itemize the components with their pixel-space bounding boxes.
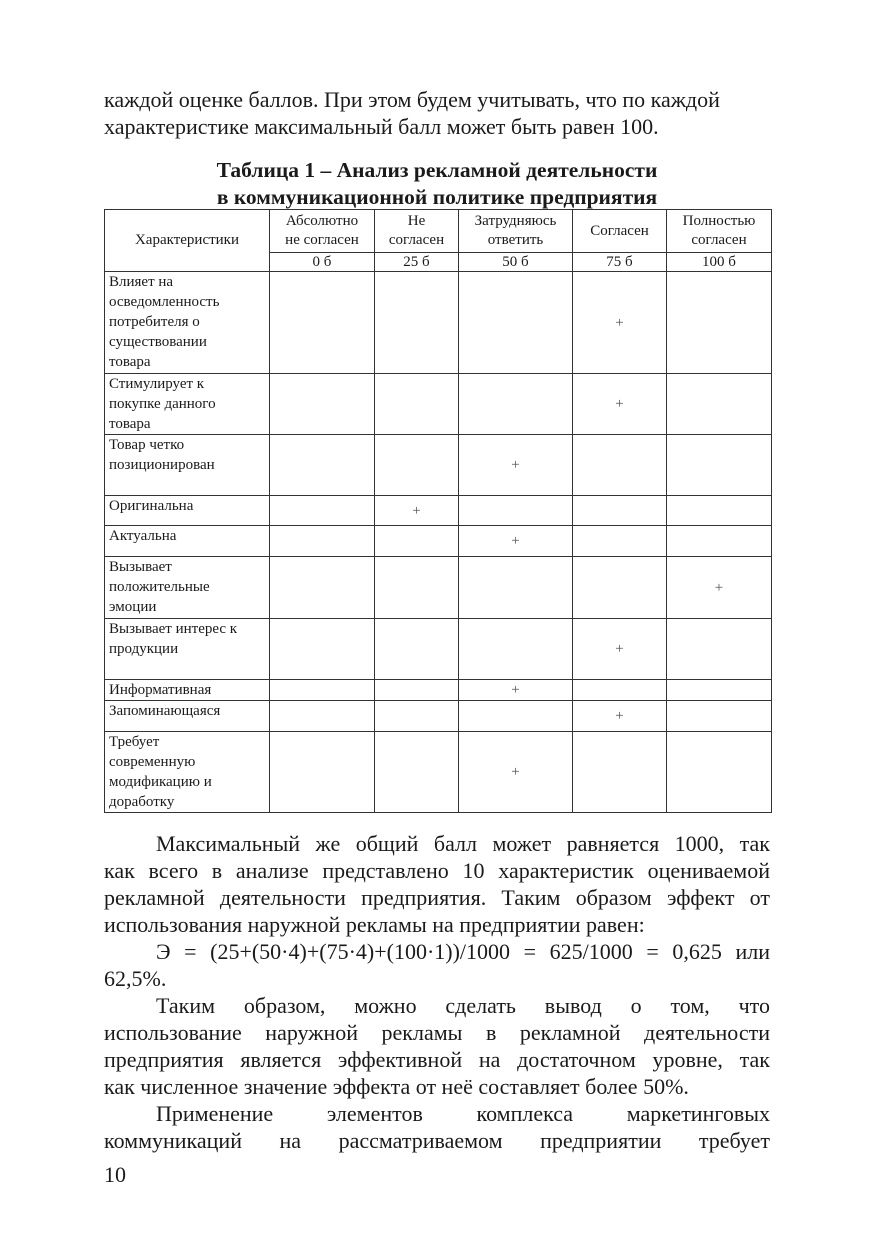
- header-col-0: [270, 210, 375, 253]
- mark-cell: [375, 732, 459, 813]
- body-line-11: Применение элементов комплекса маркетинговых: [156, 1101, 770, 1126]
- mark-cell: [459, 557, 573, 619]
- characteristic-line: современную: [109, 754, 196, 770]
- characteristic-line: Стимулирует к: [109, 376, 205, 392]
- characteristic-cell: [105, 619, 270, 680]
- characteristic-line: Вызывает интерес к: [109, 621, 238, 637]
- body-line-3: рекламной деятельности предприятия. Таким образом эффект от: [104, 885, 770, 910]
- mark-cell: [270, 557, 375, 619]
- mark-cell: [459, 732, 573, 813]
- body-line-9: предприятия является эффективной на достаточном уровне, так: [104, 1047, 770, 1072]
- mark-cell: [459, 435, 573, 496]
- characteristic-cell: [105, 526, 270, 557]
- characteristic-line: Вызывает: [109, 559, 172, 575]
- score-col-1: 25 б: [375, 253, 459, 272]
- characteristic-line: Информативная: [109, 682, 212, 698]
- characteristic-line: Товар четко: [109, 437, 185, 453]
- mark-cell: [270, 526, 375, 557]
- table-row: [105, 732, 772, 813]
- characteristic-line: позиционирован: [109, 457, 215, 473]
- body-line-4: использования наружной рекламы на предприятии равен:: [104, 912, 645, 937]
- table-caption-line-2: в коммуникационной политике предприятия: [216, 185, 658, 209]
- body-line-12: коммуникаций на рассматриваемом предприятии требует: [104, 1128, 770, 1153]
- formula-line: Э = (25+(50·4)+(75·4)+(100·1))/1000 = 625/1000 = 0,625 или: [156, 939, 770, 964]
- score-col-4: 100 б: [667, 253, 772, 272]
- characteristic-line: Актуальна: [109, 528, 177, 544]
- table-row: [105, 619, 772, 680]
- characteristic-cell: [105, 435, 270, 496]
- header-col-0-line-2: не согласен: [285, 232, 359, 248]
- characteristic-line: эмоции: [109, 599, 157, 615]
- characteristic-line: покупке данного: [109, 396, 216, 412]
- mark-cell: [459, 680, 573, 701]
- mark-cell: [667, 374, 772, 435]
- table-row: [105, 496, 772, 526]
- plus-mark: +: [615, 396, 624, 412]
- characteristic-cell: [105, 374, 270, 435]
- mark-cell: [667, 732, 772, 813]
- body-line-7: Таким образом, можно сделать вывод о том, что: [156, 993, 770, 1018]
- characteristic-line: существовании: [109, 334, 207, 350]
- characteristic-cell: [105, 680, 270, 701]
- mark-cell: [459, 496, 573, 526]
- table-row: [105, 557, 772, 619]
- mark-cell: [667, 272, 772, 374]
- body-line-8: использование наружной рекламы в рекламной деятельности: [104, 1020, 770, 1045]
- table-row: [105, 701, 772, 732]
- characteristic-line: Требует: [109, 734, 160, 750]
- characteristic-line: осведомленность: [109, 294, 220, 310]
- intro-line-1: каждой оценке баллов. При этом будем учитывать, что по каждой: [104, 87, 720, 112]
- characteristic-cell: [105, 732, 270, 813]
- mark-cell: [270, 619, 375, 680]
- header-col-4: [667, 210, 772, 253]
- table-caption-line-1: Таблица 1 – Анализ рекламной деятельности: [216, 158, 658, 182]
- plus-mark: +: [511, 533, 520, 549]
- mark-cell: [667, 557, 772, 619]
- characteristic-cell: [105, 701, 270, 732]
- mark-cell: [270, 272, 375, 374]
- table-row: [105, 526, 772, 557]
- mark-cell: [459, 374, 573, 435]
- formula-result: 62,5%.: [104, 966, 167, 991]
- body-line-2: как всего в анализе представлено 10 характеристик оцениваемой: [104, 858, 770, 883]
- score-col-3: 75 б: [573, 253, 667, 272]
- mark-cell: [573, 496, 667, 526]
- plus-mark: +: [511, 682, 520, 698]
- characteristic-line: Запоминающаяся: [109, 703, 221, 719]
- mark-cell: [375, 435, 459, 496]
- mark-cell: [459, 701, 573, 732]
- mark-cell: [459, 526, 573, 557]
- body-line-1: Максимальный же общий балл может равняется 1000, так: [156, 831, 770, 856]
- characteristic-line: модификацию и: [109, 774, 212, 790]
- mark-cell: [573, 557, 667, 619]
- mark-cell: [667, 619, 772, 680]
- mark-cell: [667, 701, 772, 732]
- mark-cell: [573, 526, 667, 557]
- characteristic-line: Оригинальна: [109, 498, 194, 514]
- plus-mark: +: [615, 641, 624, 657]
- mark-cell: [375, 557, 459, 619]
- page-number: 10: [104, 1162, 126, 1187]
- header-col-1: [375, 210, 459, 253]
- plus-mark: +: [615, 314, 624, 331]
- header-col-4-line-1: Полностью: [682, 213, 756, 229]
- plus-mark: +: [615, 708, 624, 724]
- mark-cell: [375, 619, 459, 680]
- header-col-3: Согласен: [573, 210, 667, 253]
- mark-cell: [667, 526, 772, 557]
- characteristic-line: товара: [109, 416, 151, 432]
- table-row: [105, 272, 772, 374]
- characteristic-cell: [105, 496, 270, 526]
- mark-cell: [459, 272, 573, 374]
- characteristic-line: продукции: [109, 641, 179, 657]
- header-col-1-line-1: Не: [407, 213, 426, 229]
- mark-cell: [375, 680, 459, 701]
- header-col-2-line-1: Затрудняюсь: [474, 213, 557, 229]
- score-col-2: 50 б: [459, 253, 573, 272]
- mark-cell: [375, 701, 459, 732]
- characteristic-line: Влияет на: [109, 274, 174, 290]
- mark-cell: [573, 732, 667, 813]
- plus-mark: +: [511, 457, 520, 473]
- mark-cell: [573, 272, 667, 374]
- mark-cell: [573, 701, 667, 732]
- mark-cell: [375, 272, 459, 374]
- header-col-4-line-2: согласен: [691, 232, 747, 248]
- table-row: [105, 435, 772, 496]
- body-line-10: как численное значение эффекта от неё составляет более 50%.: [104, 1074, 689, 1099]
- characteristic-line: доработку: [109, 794, 175, 810]
- mark-cell: [270, 496, 375, 526]
- plus-mark: +: [511, 764, 520, 780]
- characteristic-cell: [105, 272, 270, 374]
- mark-cell: [459, 619, 573, 680]
- mark-cell: [667, 435, 772, 496]
- header-characteristics: Характеристики: [105, 210, 270, 272]
- header-col-1-line-2: согласен: [388, 232, 445, 248]
- mark-cell: [270, 374, 375, 435]
- score-col-0: 0 б: [270, 253, 375, 272]
- plus-mark: +: [412, 502, 421, 519]
- advertising-analysis-table: [104, 209, 772, 813]
- characteristic-line: положительные: [109, 579, 210, 595]
- mark-cell: [573, 619, 667, 680]
- table-row: [105, 680, 772, 701]
- mark-cell: [270, 435, 375, 496]
- header-col-0-line-1: Абсолютно: [285, 213, 359, 229]
- mark-cell: [375, 496, 459, 526]
- plus-mark: +: [714, 579, 724, 596]
- mark-cell: [667, 680, 772, 701]
- mark-cell: [270, 680, 375, 701]
- table-row: [105, 374, 772, 435]
- characteristic-cell: [105, 557, 270, 619]
- characteristic-line: потребителя о: [109, 314, 200, 330]
- mark-cell: [667, 496, 772, 526]
- mark-cell: [573, 680, 667, 701]
- mark-cell: [573, 435, 667, 496]
- intro-line-2: характеристике максимальный балл может быть равен 100.: [104, 114, 659, 139]
- header-col-2: [459, 210, 573, 253]
- mark-cell: [270, 701, 375, 732]
- mark-cell: [375, 374, 459, 435]
- mark-cell: [375, 526, 459, 557]
- characteristic-line: товара: [109, 354, 151, 370]
- mark-cell: [573, 374, 667, 435]
- mark-cell: [270, 732, 375, 813]
- header-col-2-line-2: ответить: [487, 232, 544, 248]
